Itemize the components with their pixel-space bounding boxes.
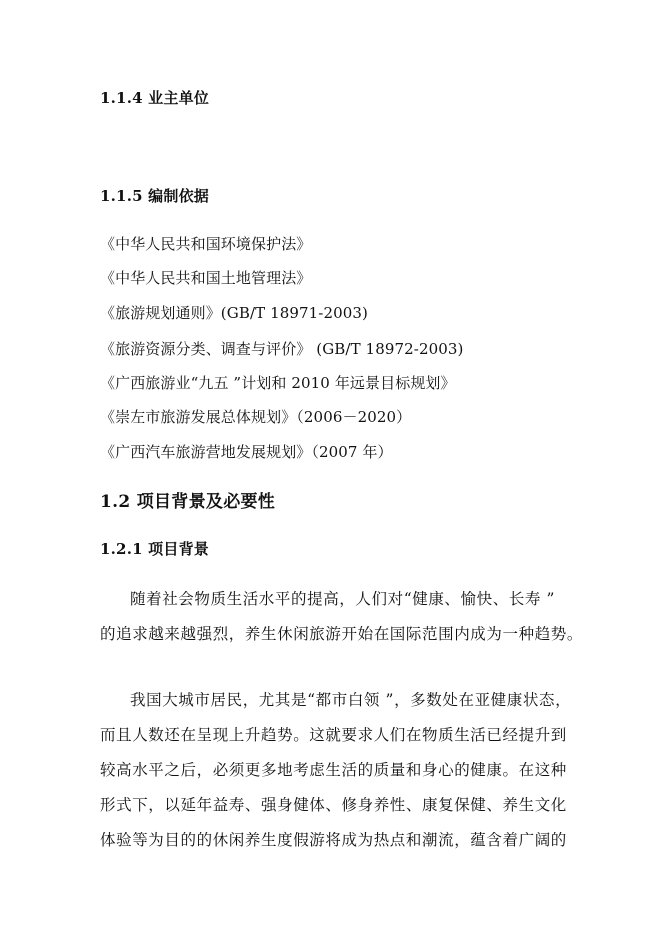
- heading-1-1-5: 1.1.5 编制依据: [100, 187, 209, 205]
- reference-item: 《旅游资源分类、调查与评价》 (GB/T 18972-2003): [100, 340, 464, 358]
- heading-1-2: 1.2 项目背景及必要性: [100, 492, 276, 512]
- paragraph-line: 形式下，以延年益寿、强身健体、修身养性、康复保健、养生文化: [100, 796, 567, 814]
- reference-item: 《广西汽车旅游营地发展规划》（2007 年）: [100, 443, 393, 461]
- reference-item: 《广西旅游业“九五 ”计划和 2010 年远景目标规划》: [100, 374, 456, 392]
- reference-item: 《旅游规划通则》(GB/T 18971-2003): [100, 304, 368, 322]
- paragraph-line: 随着社会物质生活水平的提高，人们对“健康、愉快、长寿 ”: [130, 590, 556, 608]
- heading-1-2-1: 1.2.1 项目背景: [100, 540, 209, 558]
- paragraph-line: 体验等为目的的休闲养生度假游将成为热点和潮流，蕴含着广阔的: [100, 831, 567, 849]
- paragraph-line: 的追求越来越强烈，养生休闲旅游开始在国际范围内成为一种趋势。: [100, 625, 584, 643]
- reference-item: 《中华人民共和国环境保护法》: [100, 235, 312, 253]
- reference-item: 《中华人民共和国土地管理法》: [100, 269, 312, 287]
- paragraph-line: 较高水平之后，必须更多地考虑生活的质量和身心的健康。在这种: [100, 761, 567, 779]
- reference-item: 《崇左市旅游发展总体规划》（2006－2020）: [100, 408, 412, 426]
- heading-1-1-4: 1.1.4 业主单位: [100, 89, 209, 107]
- paragraph-line: 而且人数还在呈现上升趋势。这就要求人们在物质生活已经提升到: [100, 726, 567, 744]
- paragraph-line: 我国大城市居民，尤其是“都市白领 ”，多数处在亚健康状态，: [130, 691, 572, 709]
